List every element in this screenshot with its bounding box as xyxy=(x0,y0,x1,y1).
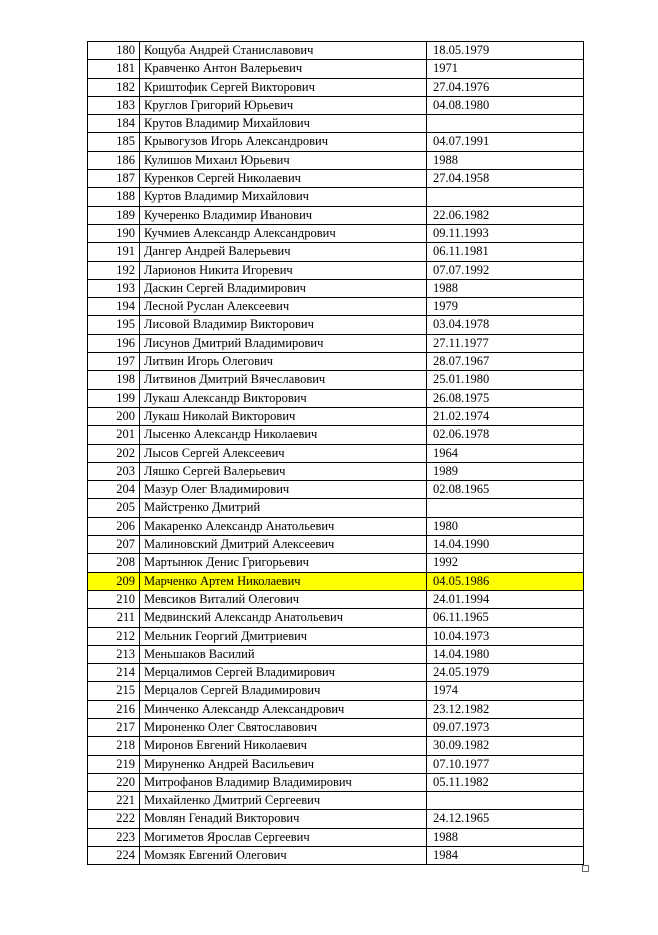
table-row xyxy=(88,810,584,828)
birth-date: 1974 xyxy=(427,682,584,700)
table-row xyxy=(88,682,584,700)
row-number: 198 xyxy=(88,371,140,389)
table-row xyxy=(88,847,584,865)
row-number: 210 xyxy=(88,590,140,608)
row-number: 218 xyxy=(88,737,140,755)
birth-date: 26.08.1975 xyxy=(427,389,584,407)
birth-date: 04.07.1991 xyxy=(427,133,584,151)
table-row xyxy=(88,407,584,425)
birth-date: 1988 xyxy=(427,151,584,169)
row-number: 203 xyxy=(88,462,140,480)
birth-date: 27.04.1976 xyxy=(427,78,584,96)
birth-date xyxy=(427,792,584,810)
person-name: Мируненко Андрей Васильевич xyxy=(140,755,427,773)
row-number: 191 xyxy=(88,243,140,261)
row-number: 222 xyxy=(88,810,140,828)
row-number: 202 xyxy=(88,444,140,462)
row-number: 221 xyxy=(88,792,140,810)
person-name: Мевсиков Виталий Олегович xyxy=(140,590,427,608)
table-row xyxy=(88,151,584,169)
table-row xyxy=(88,828,584,846)
person-name: Мазур Олег Владимирович xyxy=(140,481,427,499)
row-number: 189 xyxy=(88,206,140,224)
person-name: Лысенко Александр Николаевич xyxy=(140,426,427,444)
row-number: 205 xyxy=(88,499,140,517)
person-name: Лисовой Владимир Викторович xyxy=(140,316,427,334)
birth-date: 10.04.1973 xyxy=(427,627,584,645)
birth-date: 1964 xyxy=(427,444,584,462)
birth-date: 21.02.1974 xyxy=(427,407,584,425)
row-number: 206 xyxy=(88,517,140,535)
person-name: Криштофик Сергей Викторович xyxy=(140,78,427,96)
row-number: 181 xyxy=(88,60,140,78)
person-name: Мовлян Генадий Викторович xyxy=(140,810,427,828)
row-number: 186 xyxy=(88,151,140,169)
table-row xyxy=(88,371,584,389)
birth-date: 1988 xyxy=(427,279,584,297)
birth-date: 07.10.1977 xyxy=(427,755,584,773)
person-name: Медвинский Александр Анатольевич xyxy=(140,609,427,627)
table-row xyxy=(88,334,584,352)
birth-date: 06.11.1981 xyxy=(427,243,584,261)
row-number: 208 xyxy=(88,554,140,572)
table-row xyxy=(88,133,584,151)
birth-date: 1988 xyxy=(427,828,584,846)
table-row xyxy=(88,243,584,261)
row-number: 207 xyxy=(88,536,140,554)
birth-date: 18.05.1979 xyxy=(427,42,584,60)
person-name: Ляшко Сергей Валерьевич xyxy=(140,462,427,480)
person-name: Литвин Игорь Олегович xyxy=(140,353,427,371)
person-name: Лукаш Николай Викторович xyxy=(140,407,427,425)
row-number: 199 xyxy=(88,389,140,407)
person-name: Мельник Георгий Дмитриевич xyxy=(140,627,427,645)
table-row xyxy=(88,188,584,206)
birth-date: 07.07.1992 xyxy=(427,261,584,279)
person-name: Кулишов Михаил Юрьевич xyxy=(140,151,427,169)
person-name: Крывогузов Игорь Александрович xyxy=(140,133,427,151)
birth-date xyxy=(427,188,584,206)
table-row xyxy=(88,517,584,535)
birth-date: 28.07.1967 xyxy=(427,353,584,371)
row-number: 193 xyxy=(88,279,140,297)
table-row xyxy=(88,462,584,480)
row-number: 200 xyxy=(88,407,140,425)
person-name: Лысов Сергей Алексеевич xyxy=(140,444,427,462)
table-row xyxy=(88,444,584,462)
row-number: 180 xyxy=(88,42,140,60)
table-row xyxy=(88,792,584,810)
birth-date xyxy=(427,499,584,517)
person-name: Мерцалов Сергей Владимирович xyxy=(140,682,427,700)
table-row xyxy=(88,224,584,242)
person-name: Мерцалимов Сергей Владимирович xyxy=(140,664,427,682)
birth-date: 1992 xyxy=(427,554,584,572)
row-number: 185 xyxy=(88,133,140,151)
person-name: Мироненко Олег Святославович xyxy=(140,718,427,736)
table-row xyxy=(88,279,584,297)
table-row xyxy=(88,718,584,736)
table-row xyxy=(88,42,584,60)
row-number: 196 xyxy=(88,334,140,352)
person-name: Митрофанов Владимир Владимирович xyxy=(140,773,427,791)
person-name: Лисунов Дмитрий Владимирович xyxy=(140,334,427,352)
table-row xyxy=(88,389,584,407)
person-name: Кучеренко Владимир Иванович xyxy=(140,206,427,224)
table-row xyxy=(88,481,584,499)
person-name: Даскин Сергей Владимирович xyxy=(140,279,427,297)
table-row xyxy=(88,316,584,334)
birth-date: 09.11.1993 xyxy=(427,224,584,242)
birth-date: 14.04.1980 xyxy=(427,645,584,663)
table-row xyxy=(88,755,584,773)
row-number: 201 xyxy=(88,426,140,444)
table-row xyxy=(88,499,584,517)
row-number: 187 xyxy=(88,170,140,188)
table-row xyxy=(88,536,584,554)
birth-date: 24.05.1979 xyxy=(427,664,584,682)
table-row xyxy=(88,627,584,645)
table-row xyxy=(88,645,584,663)
table-row xyxy=(88,60,584,78)
row-number: 216 xyxy=(88,700,140,718)
birth-date: 06.11.1965 xyxy=(427,609,584,627)
table-row xyxy=(88,426,584,444)
person-name: Круглов Григорий Юрьевич xyxy=(140,96,427,114)
row-number: 195 xyxy=(88,316,140,334)
row-number: 204 xyxy=(88,481,140,499)
table-row xyxy=(88,115,584,133)
table-row xyxy=(88,664,584,682)
table-row xyxy=(88,737,584,755)
row-number: 192 xyxy=(88,261,140,279)
birth-date xyxy=(427,115,584,133)
row-number: 184 xyxy=(88,115,140,133)
table-row xyxy=(88,609,584,627)
birth-date: 1979 xyxy=(427,298,584,316)
row-number: 224 xyxy=(88,847,140,865)
row-number: 209 xyxy=(88,572,140,590)
row-number: 220 xyxy=(88,773,140,791)
person-name: Ларионов Никита Игоревич xyxy=(140,261,427,279)
table-end-marker xyxy=(582,865,589,872)
birth-date: 24.12.1965 xyxy=(427,810,584,828)
birth-date: 09.07.1973 xyxy=(427,718,584,736)
birth-date: 1984 xyxy=(427,847,584,865)
row-number: 194 xyxy=(88,298,140,316)
birth-date: 23.12.1982 xyxy=(427,700,584,718)
birth-date: 25.01.1980 xyxy=(427,371,584,389)
person-name: Куренков Сергей Николаевич xyxy=(140,170,427,188)
birth-date: 1980 xyxy=(427,517,584,535)
birth-date: 04.05.1986 xyxy=(427,572,584,590)
person-name: Литвинов Дмитрий Вячеславович xyxy=(140,371,427,389)
person-name: Мартынюк Денис Григорьевич xyxy=(140,554,427,572)
birth-date: 1971 xyxy=(427,60,584,78)
birth-date: 02.06.1978 xyxy=(427,426,584,444)
table-row xyxy=(88,298,584,316)
row-number: 183 xyxy=(88,96,140,114)
person-name: Кощуба Андрей Станиславович xyxy=(140,42,427,60)
person-name: Макаренко Александр Анатольевич xyxy=(140,517,427,535)
person-name: Могиметов Ярослав Сергеевич xyxy=(140,828,427,846)
birth-date: 27.04.1958 xyxy=(427,170,584,188)
table-row xyxy=(88,590,584,608)
birth-date: 1989 xyxy=(427,462,584,480)
table-row xyxy=(88,700,584,718)
table-row xyxy=(88,96,584,114)
table-row xyxy=(88,261,584,279)
person-name: Кравченко Антон Валерьевич xyxy=(140,60,427,78)
row-number: 223 xyxy=(88,828,140,846)
person-name: Майстренко Дмитрий xyxy=(140,499,427,517)
birth-date: 24.01.1994 xyxy=(427,590,584,608)
table-row-highlighted xyxy=(88,572,584,590)
birth-date: 30.09.1982 xyxy=(427,737,584,755)
row-number: 212 xyxy=(88,627,140,645)
people-table xyxy=(87,41,584,865)
birth-date: 14.04.1990 xyxy=(427,536,584,554)
people-table-body xyxy=(88,42,584,865)
table-row xyxy=(88,206,584,224)
person-name: Михайленко Дмитрий Сергеевич xyxy=(140,792,427,810)
row-number: 213 xyxy=(88,645,140,663)
table-row xyxy=(88,554,584,572)
birth-date: 04.08.1980 xyxy=(427,96,584,114)
person-name: Минченко Александр Александрович xyxy=(140,700,427,718)
row-number: 197 xyxy=(88,353,140,371)
row-number: 182 xyxy=(88,78,140,96)
birth-date: 27.11.1977 xyxy=(427,334,584,352)
birth-date: 03.04.1978 xyxy=(427,316,584,334)
table-row xyxy=(88,773,584,791)
person-name: Момзяк Евгений Олегович xyxy=(140,847,427,865)
birth-date: 22.06.1982 xyxy=(427,206,584,224)
person-name: Лесной Руслан Алексеевич xyxy=(140,298,427,316)
row-number: 217 xyxy=(88,718,140,736)
row-number: 219 xyxy=(88,755,140,773)
person-name: Лукаш Александр Викторович xyxy=(140,389,427,407)
person-name: Крутов Владимир Михайлович xyxy=(140,115,427,133)
row-number: 214 xyxy=(88,664,140,682)
table-row xyxy=(88,353,584,371)
person-name: Дангер Андрей Валерьевич xyxy=(140,243,427,261)
row-number: 188 xyxy=(88,188,140,206)
row-number: 190 xyxy=(88,224,140,242)
row-number: 211 xyxy=(88,609,140,627)
birth-date: 02.08.1965 xyxy=(427,481,584,499)
table-row xyxy=(88,78,584,96)
person-name: Марченко Артем Николаевич xyxy=(140,572,427,590)
row-number: 215 xyxy=(88,682,140,700)
table-row xyxy=(88,170,584,188)
person-name: Меньшаков Василий xyxy=(140,645,427,663)
birth-date: 05.11.1982 xyxy=(427,773,584,791)
person-name: Малиновский Дмитрий Алексеевич xyxy=(140,536,427,554)
person-name: Куртов Владимир Михайлович xyxy=(140,188,427,206)
person-name: Кучмиев Александр Александрович xyxy=(140,224,427,242)
person-name: Миронов Евгений Николаевич xyxy=(140,737,427,755)
